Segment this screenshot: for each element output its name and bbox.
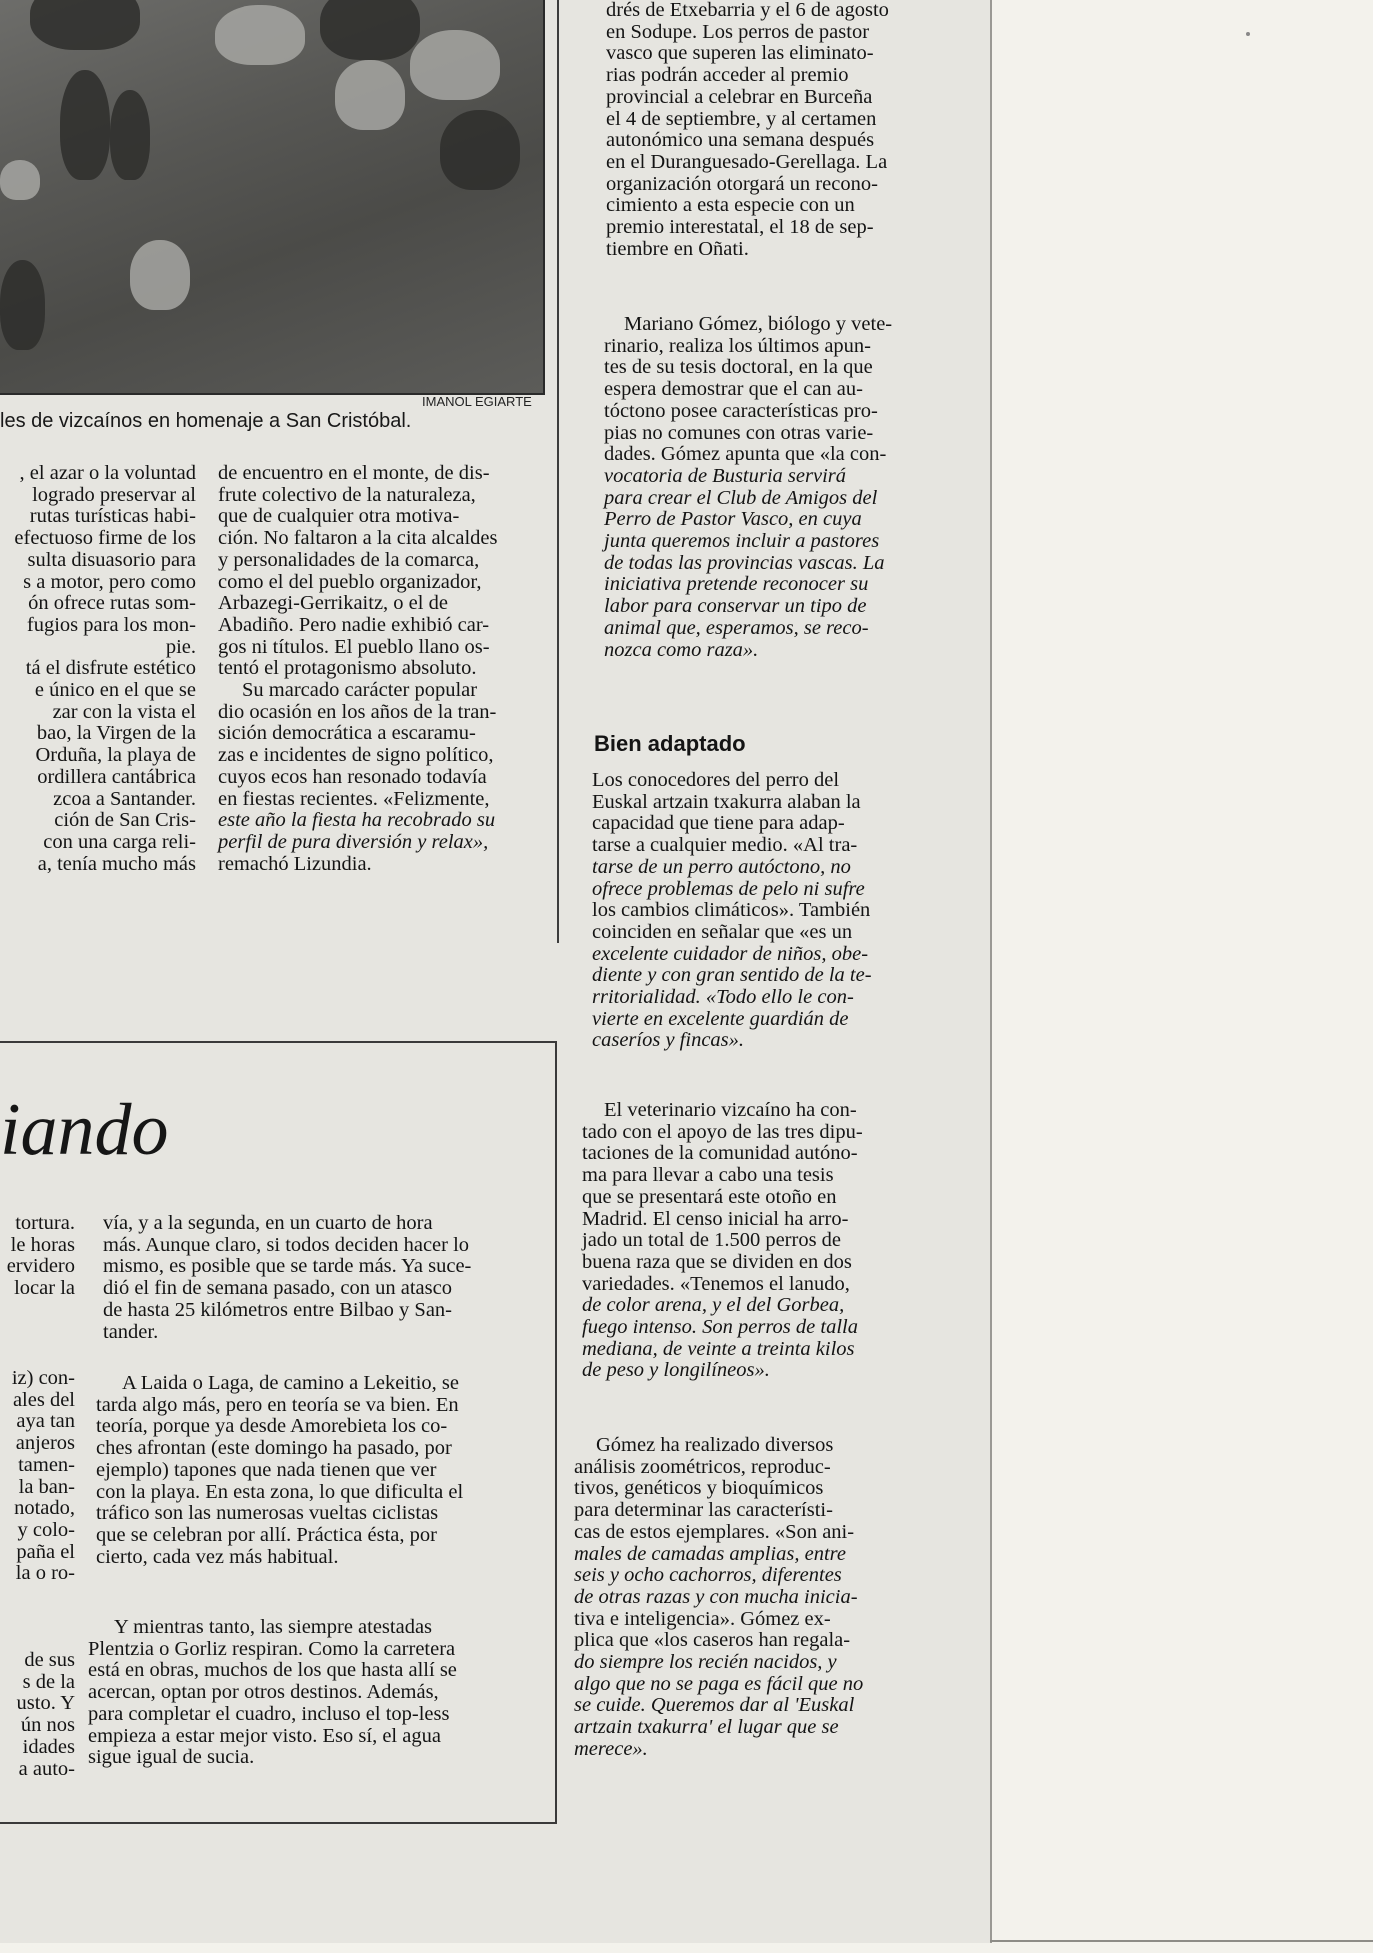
right-col-para-3: Los conocedores del perro del Euskal artzain txakurra alaban la capacidad que tiene para adap- tarse a cualquier medio. «Al tra- tarse de un perro autóctono, no ofrece problemas de pelo ni sufre los cambios climáticos». También coinciden en señalar que «es un excelente cuidador de niños, obe- diente y con gran sentido de la te- rritorialidad. «Todo ello le con- vierte en excelente guardián de caseríos y fincas». (592, 769, 872, 1052)
photo-caption: les de vizcaínos en homenaje a San Cristóbal. (0, 410, 412, 432)
photo-credit: IMANOL EGIARTE (422, 394, 532, 409)
box-col1-group1: tortura. le horas ervidero locar la (6, 1212, 75, 1300)
right-col-para-1: drés de Etxebarria y el 6 de agosto en Sodupe. Los perros de pastor vasco que superen las eliminato- rias podrán acceder al premio provincial a celebrar en Burceña el 4 de septiembre, y al certamen autonómico una semana después en el Duranguesado-Gerellaga. La organización otorgará un recono- cimiento a esta especie con un premio interestatal, el 18 de sep- tiembre en Oñati. (606, 0, 889, 260)
right-col-para-2: Mariano Gómez, biólogo y vete- rinario, realiza los últimos apun- tes de su tesis doctoral, en la que espera demostrar que el can au- tóctono posee características pro- pias no comunes con otras varie- dades. Gómez apunta que «la con- vocatoria de Busturia servirá para crear el Club de Amigos del Perro de Pastor Vasco, en cuya junta queremos incluir a pastores de todas las provincias vascas. La iniciativa pretende reconocer su labor para conservar un tipo de animal que, esperamos, se reco- nozca como raza». (604, 313, 893, 661)
box-col2-para1: vía, y a la segunda, en un cuarto de hora más. Aunque claro, si todos deciden hacer lo mismo, es posible que se tarde más. Ya suce- dió el fin de semana pasado, con un atasco de hasta 25 kilómetros entre Bilbao y San- tander. (103, 1212, 472, 1343)
right-col-para-4: El veterinario vizcaíno ha con- tado con el apoyo de las tres dipu- taciones de la comunidad autóno- ma para llevar a cabo una tesis que se presentará este otoño en Madrid. El censo inicial ha arro- jado un total de 1.500 perros de buena raza que se dividen en dos variedades. «Tenemos el lanudo, de color arena, y el del Gorbea, fuego intenso. Son perros de talla mediana, de veinte a treinta kilos de peso y longilíneos». (582, 1099, 863, 1382)
left-article-col2: de encuentro en el monte, de dis- frute colectivo de la naturaleza, que de cualquier otra motiva- ción. No faltaron a la cita alcaldes y personalidades de la comarca, como el del pueblo organizador, Arbazegi-Gerrikaitz, o el de Abadiño. Pero nadie exhibió car- gos ni títulos. El pueblo llano os- tentó el protagonismo absoluto. Su marcado carácter popular dio ocasión en los años de la tran- sición democrática a escaramu- zas e incidentes de signo político, cuyos ecos han resonado todavía en fiestas recientes. «Felizmente, este año la fiesta ha recobrado su perfil de pura diversión y relax», remachó Lizundia. (218, 462, 498, 875)
box-col1-group2: iz) con- ales del aya tan anjeros tamen- la ban- notado, y colo- paña el la o ro- (11, 1367, 75, 1585)
subheading: Bien adaptado (594, 731, 746, 756)
boxed-article-title: iando (0, 1089, 169, 1171)
box-col1-group3: de sus s de la usto. Y ún nos idades a auto- (16, 1649, 75, 1780)
right-col-para-5: Gómez ha realizado diversos análisis zoométricos, reproduc- tivos, genéticos y bioquímicos para determinar las característi- cas de estos ejemplares. «Son ani- males de camadas amplias, entre seis y ocho cachorros, diferentes de otras razas y con mucha inicia- tiva e inteligencia». Gómez ex- plica que «los caseros han regala- do siempre los recién nacidos, y algo que no se paga es fácil que no se cuide. Queremos dar al 'Euskal artzain txakurra' el lugar que se merece». (574, 1434, 864, 1760)
box-col2-para3: Y mientras tanto, las siempre atestadas Plentzia o Gorliz respiran. Como la carretera está en obras, muchos de los que hasta allí se acercan, optan por otros destinos. Además, para completar el cuadro, incluso el top-less empieza a estar mejor visto. Eso sí, el agua sigue igual de sucia. (88, 1616, 457, 1769)
left-article-col1: , el azar o la voluntad logrado preservar al rutas turísticas habi- efectuoso firme de los sulta disuasorio para s a motor, pero como ón ofrece rutas som- fugios para los mon- pie. tá el disfrute estético e único en el que se zar con la vista el bao, la Virgen de la Orduña, la playa de ordillera cantábrica zcoa a Santander. ción de San Cris- con una carga reli- a, tenía mucho más (14, 462, 196, 875)
paper-bottom-edge (990, 1940, 1373, 1942)
news-photo (0, 0, 545, 395)
scan-dust-mark (1246, 32, 1250, 36)
paper-right-edge (990, 0, 992, 1943)
box-col2-para2: A Laida o Laga, de camino a Lekeitio, se tarda algo más, pero en teoría se va bien. En teoría, porque ya desde Amorebieta los co- ches afrontan (este domingo ha pasado, por ejemplo) tapones que nada tienen que ver con la playa. En esta zona, lo que dificulta el tráfico son las numerosas vueltas ciclistas que se celebran por allí. Práctica ésta, por cierto, cada vez más habitual. (96, 1372, 464, 1568)
column-rule (557, 0, 559, 943)
